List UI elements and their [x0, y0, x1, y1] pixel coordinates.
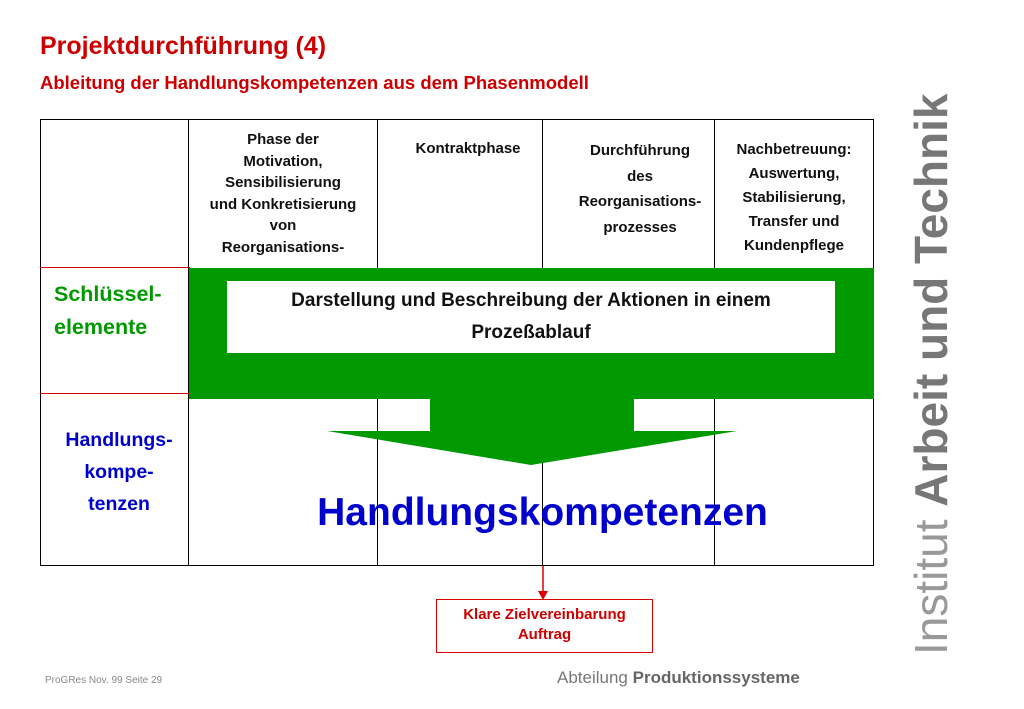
phase-header-execution: Durchführung des Reorganisations- prozesses [578, 142, 702, 236]
department-name: Produktionssysteme [632, 668, 800, 687]
phase-header-followup: Nachbetreuung: Auswertung, Stabilisierung, Transfer und Kundenpflege [736, 141, 852, 254]
process-description-box: Darstellung und Beschreibung der Aktionen in einem Prozeßablauf [227, 281, 835, 353]
phase-header-contract: Kontraktphase [415, 140, 521, 157]
institute-brand [905, 93, 957, 655]
row-label-key-elements: Schlüssel- elemente [54, 282, 162, 339]
row-label-competences: Handlungs- kompe- tenzen [65, 429, 173, 515]
footer-source: ProGRes Nov. 99 Seite 29 [45, 675, 163, 686]
page-subtitle: Ableitung der Handlungskompetenzen aus dem Phasenmodell [40, 72, 589, 93]
result-heading: Handlungskompetenzen [317, 491, 768, 534]
footer-department [557, 668, 800, 688]
brand-bold: Arbeit und Technik [905, 93, 957, 507]
brand-light: Institut [905, 519, 957, 655]
down-arrow-shape [327, 398, 737, 465]
department-prefix: Abteilung [557, 668, 628, 687]
result-box: Klare Zielvereinbarung Auftrag [436, 599, 653, 653]
page-title: Projektdurchführung (4) [40, 32, 327, 60]
phase-header-motivation: Phase der Motivation, Sensibilisierung und Konkretisierung von Reorganisations- [209, 131, 357, 256]
